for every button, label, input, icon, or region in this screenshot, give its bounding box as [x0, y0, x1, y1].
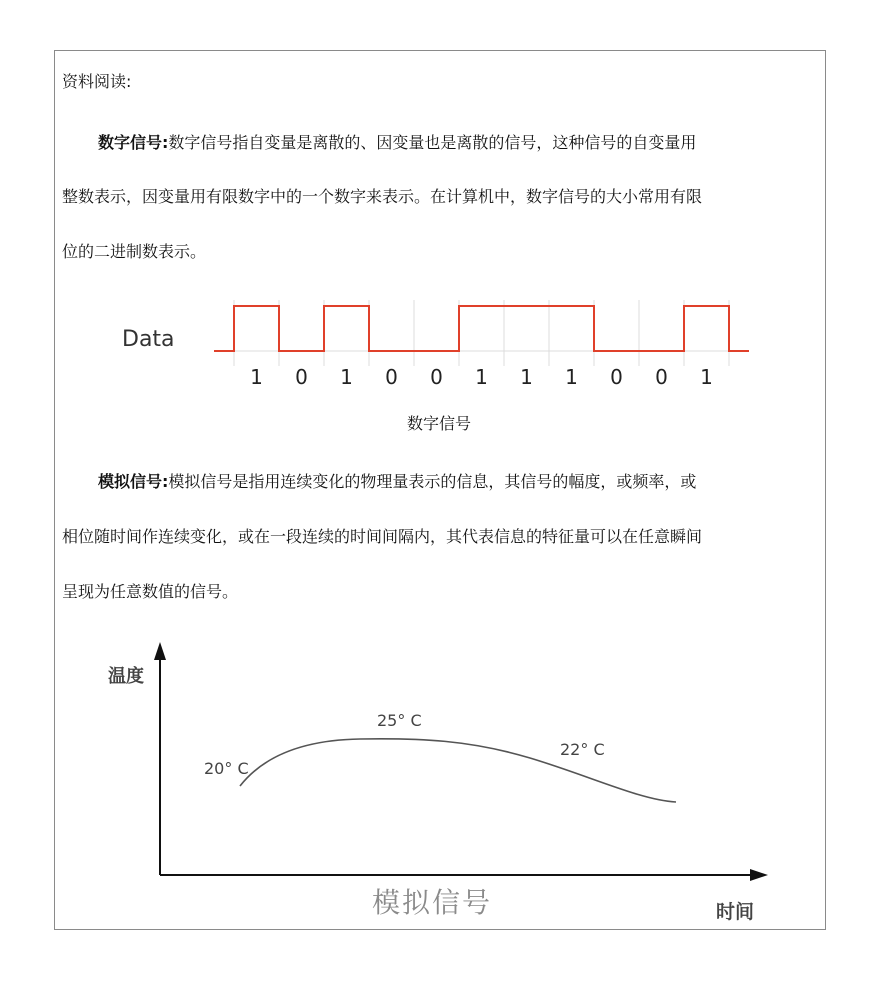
analog-text-1: 模拟信号是指用连续变化的物理量表示的信息，其信号的幅度，或频率，或: [168, 472, 697, 491]
digital-bit-label: 0: [295, 365, 308, 389]
digital-colon: :: [162, 133, 169, 152]
analog-x-arrow: [750, 869, 768, 881]
digital-ylabel: Data: [122, 327, 175, 352]
analog-signal-curve: [240, 739, 676, 802]
digital-bit-label: 0: [610, 365, 623, 389]
analog-annotation-22: 22° C: [560, 740, 605, 759]
reading-heading: 资料阅读:: [62, 72, 132, 91]
digital-bit-label: 0: [655, 365, 668, 389]
analog-ylabel: 温度: [108, 666, 144, 687]
digital-bit-label: 1: [475, 365, 488, 389]
digital-bit-label: 1: [250, 365, 263, 389]
digital-bit-label: 0: [385, 365, 398, 389]
digital-line-2: 整数表示，因变量用有限数字中的一个数字来表示。在计算机中，数字信号的大小常用有限: [62, 187, 703, 206]
analog-xlabel: 时间: [716, 901, 755, 923]
analog-term: 模拟信号: [98, 472, 163, 491]
digital-bit-label: 1: [520, 365, 533, 389]
analog-y-arrow: [154, 642, 166, 660]
digital-bit-label: 1: [340, 365, 353, 389]
analog-line-3: 呈现为任意数值的信号。: [62, 582, 239, 601]
analog-annotation-20: 20° C: [204, 759, 249, 778]
digital-text-1: 数字信号指自变量是离散的、因变量也是离散的信号，这种信号的自变量用: [168, 133, 697, 152]
digital-bit-label: 1: [565, 365, 578, 389]
digital-line-3: 位的二进制数表示。: [62, 242, 207, 261]
analog-caption: 模拟信号: [372, 886, 493, 919]
analog-line-2: 相位随时间作连续变化，或在一段连续的时间间隔内，其代表信息的特征量可以在任意瞬间: [62, 527, 703, 546]
digital-bit-label: 1: [700, 365, 713, 389]
digital-caption: 数字信号: [406, 414, 471, 433]
digital-bit-label: 0: [430, 365, 443, 389]
digital-term: 数字信号: [98, 133, 163, 152]
analog-annotation-25: 25° C: [377, 711, 422, 730]
analog-colon: :: [162, 472, 169, 491]
